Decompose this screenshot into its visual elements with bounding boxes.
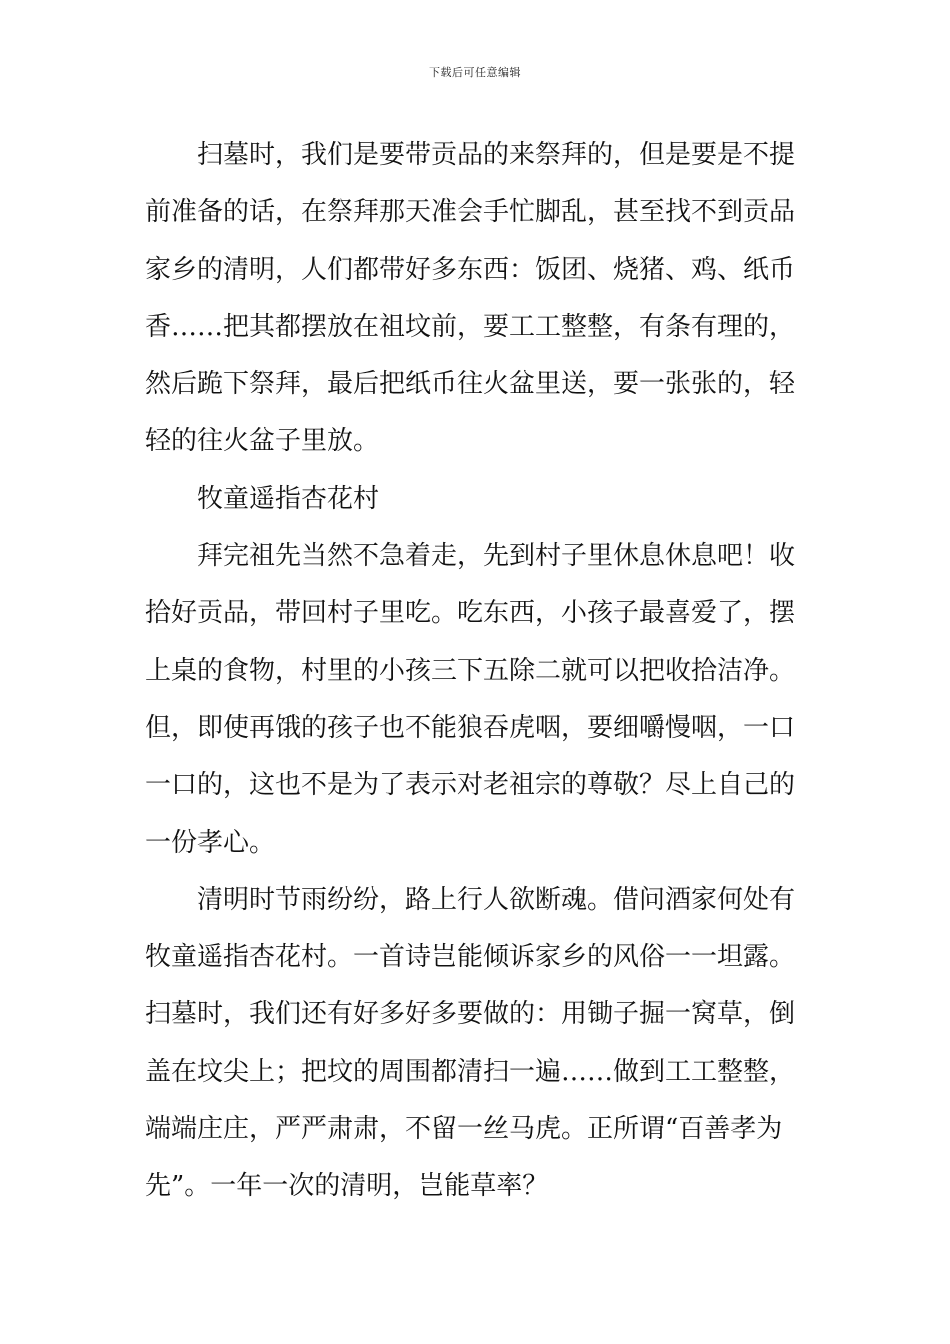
text-line: 盖在坟尖上；把坟的周围都清扫一遍……做到工工整整， — [145, 1056, 796, 1087]
text-line: 清明时节雨纷纷，路上行人欲断魂。借问酒家何处有 — [197, 884, 796, 915]
text-line: 牧童遥指杏花村。一首诗岂能倾诉家乡的风俗一一坦露。 — [145, 942, 796, 973]
text-line: 拾好贡品，带回村子里吃。吃东西，小孩子最喜爱了，摆 — [145, 598, 796, 629]
text-line: 一份孝心。 — [145, 827, 276, 858]
text-line: 一口的，这也不是为了表示对老祖宗的尊敬？尽上自己的 — [145, 770, 796, 801]
page-header: 下载后可任意编辑 — [429, 66, 521, 79]
text-line: 但，即使再饿的孩子也不能狼吞虎咽，要细嚼慢咽，一口 — [145, 712, 796, 743]
text-line: 先”。一年一次的清明，岂能草率？ — [145, 1171, 549, 1202]
text-line: 然后跪下祭拜，最后把纸币往火盆里送，要一张张的，轻 — [145, 369, 796, 400]
text-line: 家乡的清明，人们都带好多东西：饭团、烧猪、鸡、纸币 — [145, 254, 796, 285]
body-text — [145, 127, 807, 1216]
text-line: 拜完祖先当然不急着走，先到村子里休息休息吧！收 — [197, 541, 796, 572]
text-line: 轻的往火盆子里放。 — [145, 426, 380, 457]
text-line: 扫墓时，我们是要带贡品的来祭拜的，但是要是不提 — [197, 140, 796, 170]
text-line: 香……把其都摆放在祖坟前，要工工整整，有条有理的， — [145, 311, 796, 342]
section-heading: 牧童遥指杏花村 — [197, 483, 380, 514]
text-line: 扫墓时，我们还有好多好多要做的：用锄子掘一窝草，倒 — [145, 999, 796, 1030]
text-line: 上桌的食物，村里的小孩三下五除二就可以把收拾洁净。 — [145, 655, 796, 686]
text-line: 前准备的话，在祭拜那天准会手忙脚乱，甚至找不到贡品 — [145, 197, 796, 228]
text-line: 端端庄庄，严严肃肃，不留一丝马虎。正所谓“百善孝为 — [145, 1114, 783, 1145]
